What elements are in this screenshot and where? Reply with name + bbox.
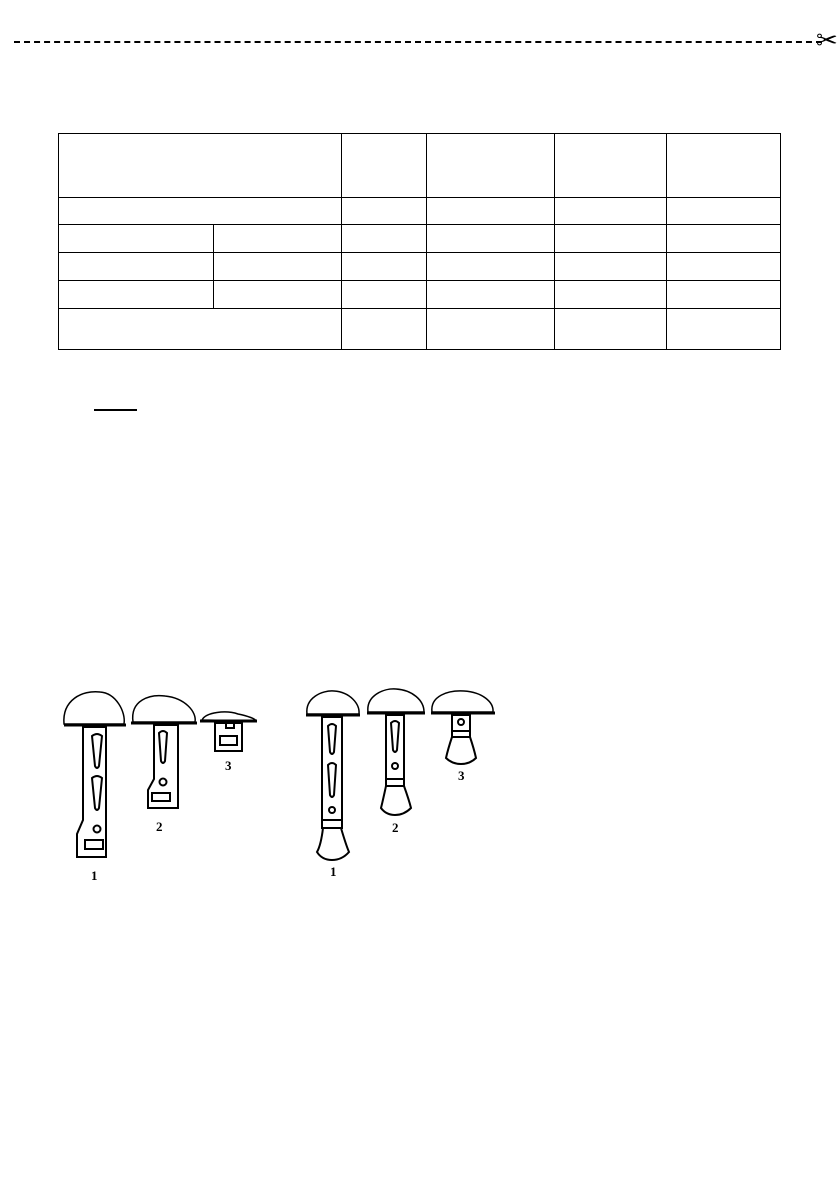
cut-line-area <box>0 0 839 60</box>
figure-label: 3 <box>225 758 232 773</box>
table-row <box>59 225 781 253</box>
table-row <box>59 309 781 350</box>
figure-label: 1 <box>330 864 337 879</box>
spec-table <box>58 133 781 350</box>
table-row <box>59 198 781 225</box>
table-cell <box>555 198 667 225</box>
table-cell <box>555 134 667 198</box>
bracket-short-knob-3 <box>431 691 495 764</box>
table-cell <box>667 253 781 281</box>
table-cell <box>342 225 427 253</box>
table-cell <box>427 281 555 309</box>
bracket-medium-plate-2 <box>131 696 197 808</box>
scissors-icon: ✂ <box>816 26 838 56</box>
table-cell <box>427 134 555 198</box>
table-cell <box>342 134 427 198</box>
table-row <box>59 253 781 281</box>
table-cell <box>342 309 427 350</box>
table-cell <box>667 281 781 309</box>
table-cell <box>59 198 342 225</box>
bracket-medium-knob-2 <box>367 689 425 815</box>
table-cell <box>59 253 214 281</box>
table-cell <box>667 225 781 253</box>
table-cell <box>427 225 555 253</box>
table-cell <box>427 309 555 350</box>
bracket-long-knob-1 <box>306 691 360 860</box>
table-cell <box>214 225 342 253</box>
figure-label: 3 <box>458 768 465 783</box>
table-row <box>59 281 781 309</box>
table-cell <box>427 198 555 225</box>
table-cell <box>667 198 781 225</box>
table-cell <box>667 134 781 198</box>
table-cell <box>214 281 342 309</box>
table-row <box>59 134 781 198</box>
bracket-long-plate-1 <box>64 692 126 857</box>
table-cell <box>427 253 555 281</box>
bracket-illustrations <box>0 660 839 900</box>
table-cell <box>59 134 342 198</box>
table-cell <box>59 281 214 309</box>
table-cell <box>214 253 342 281</box>
dashed-cut-line <box>14 41 822 43</box>
figure-label: 1 <box>91 868 98 883</box>
table-cell <box>555 281 667 309</box>
figure-label: 2 <box>156 819 163 834</box>
table-cell <box>667 309 781 350</box>
table-cell <box>342 253 427 281</box>
table-cell <box>555 253 667 281</box>
table-cell <box>59 309 342 350</box>
figure-label: 2 <box>392 820 399 835</box>
table-cell <box>555 225 667 253</box>
note-underline <box>94 409 137 411</box>
table-cell <box>342 281 427 309</box>
table-cell <box>59 225 214 253</box>
bracket-short-plate-3 <box>200 712 257 751</box>
table-cell <box>342 198 427 225</box>
table-cell <box>555 309 667 350</box>
